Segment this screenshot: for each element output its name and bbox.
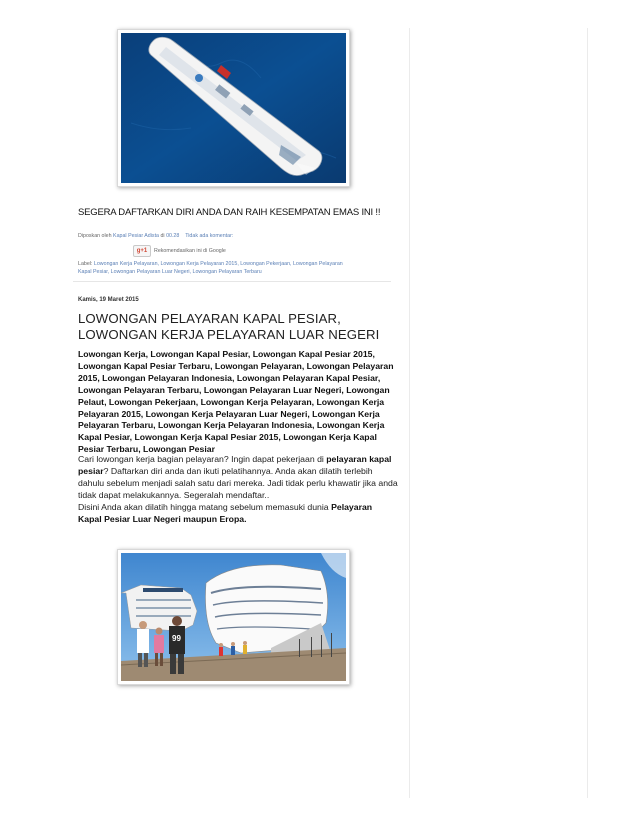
gplus-row <box>133 245 226 257</box>
body-bold-text: pelayaran kapal pesiar <box>78 454 392 476</box>
labels-links[interactable]: Kapal Pesiar, Lowongan Pelayaran Luar Negeri, Lowongan Pelayaran Terbaru <box>78 269 262 275</box>
posted-by-label: Diposkan oleh <box>78 233 114 239</box>
ship-aerial-image[interactable] <box>117 29 350 187</box>
time-link[interactable]: 00.28 <box>166 233 180 239</box>
recommend-text: Rekomendasikan ini di Google <box>154 248 226 254</box>
post-keywords: Lowongan Kerja, Lowongan Kapal Pesiar, Lowongan Kapal Pesiar 2015, Lowongan Kapal Pesiar Terbaru, Lowongan Pelayaran, Lowongan Pelayaran 2015, Lowongan Pelayaran Indonesia, Lowongan Pelayaran Kapal Pesiar, Lowongan Pelayaran Terbaru, Lowongan Pelayaran Luar Negeri, Lowongan Pelaut, Lowongan Pekerjaan, Lowongan Kerja Pelayaran, Lowongan Kerja Pelayaran 2015, Lowongan Kerja Pelayaran Luar Negeri, Lowongan Kerja Pelayaran Terbaru, Lowongan Kerja Pelayaran Indonesia, Lowongan Kerja Kapal Pesiar, Lowongan Kerja Kapal Pesiar 2015, Lowongan Kerja Kapal Pesiar Terbaru, Lowongan Pesiar <box>78 349 394 455</box>
sidebar-divider <box>409 28 410 798</box>
sidebar-divider <box>587 28 588 798</box>
comments-link[interactable]: Tidak ada komentar: <box>185 233 234 239</box>
author-link[interactable]: Kapal Pesiar Adista <box>113 233 159 239</box>
post-title[interactable]: LOWONGAN PELAYARAN KAPAL PESIAR, LOWONGAN KERJA PELAYARAN LUAR NEGERI <box>78 311 380 342</box>
ship-aerial-photo <box>121 33 346 183</box>
ships-dock-photo <box>121 553 346 681</box>
labels-links[interactable]: Lowongan Kerja Pelayaran, Lowongan Kerja Pelayaran 2015, Lowongan Pekerjaan, Lowongan Pelayaran <box>93 261 343 267</box>
post-body <box>78 454 398 525</box>
gplus-button[interactable]: g+1 <box>133 245 151 257</box>
body-text: Cari lowongan kerja bagian pelayaran? Ingin dapat pekerjaan di <box>78 454 327 464</box>
svg-text:99: 99 <box>172 634 181 643</box>
body-text: Disini Anda akan dilatih hingga matang sebelum memasuki dunia <box>78 501 332 512</box>
cta-text: SEGERA DAFTARKAN DIRI ANDA DAN RAIH KESEMPATAN EMAS INI !! <box>78 207 381 218</box>
body-bold-text: Pelayaran Kapal Pesiar Luar Negeri maupun Eropa. <box>78 501 373 524</box>
labels-prefix: Label: <box>78 261 94 267</box>
at-label: di <box>158 233 167 239</box>
body-text: ? Daftarkan diri anda dan ikuti pelatihannya. Anda akan dilatih terlebih dahulu sebelum menjadi salah satu dari mereka. Jadi tidak perlu khawatir jika anda tidak dapat melakukannya. Segeralah mendaftar.. <box>78 465 398 500</box>
post-date: Kamis, 19 Maret 2015 <box>78 297 139 303</box>
divider <box>73 281 391 282</box>
ships-dock-image[interactable] <box>117 549 350 685</box>
